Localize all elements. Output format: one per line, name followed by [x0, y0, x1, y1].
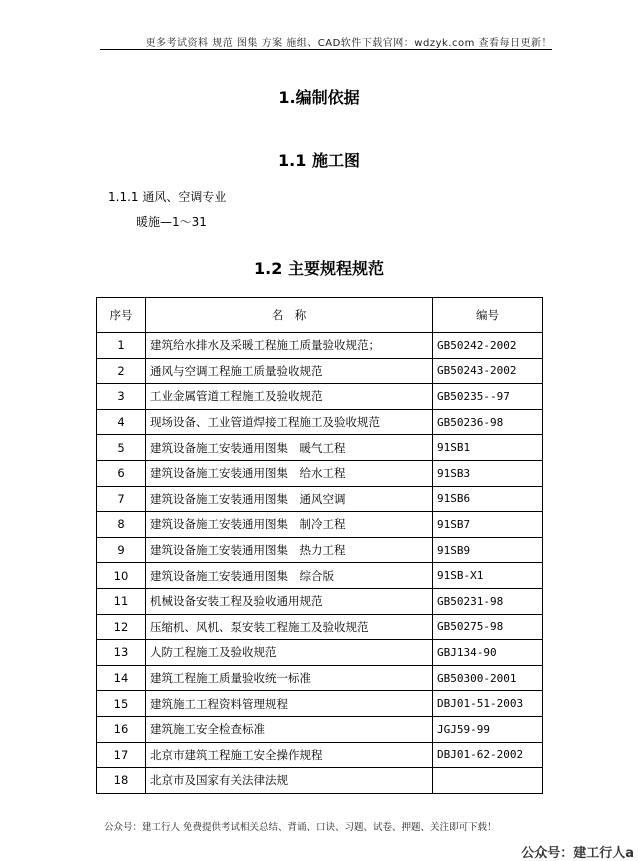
cell-code: DBJ01-62-2002 [433, 742, 543, 768]
table-row [97, 333, 543, 359]
table-row [97, 640, 543, 666]
cell-name: 建筑给水排水及采暖工程施工质量验收规范； [146, 333, 433, 359]
page-header-text: 更多考试资料 规范 图集 方案 施组、CAD软件下载官网：wdzyk.com 查看每日更新！ [145, 38, 552, 49]
cell-no: 13 [97, 640, 146, 666]
cell-no: 14 [97, 665, 146, 691]
cell-name: 建筑施工安全检查标准 [146, 716, 433, 742]
cell-no: 3 [97, 384, 146, 410]
cell-code: JGJ59-99 [433, 716, 543, 742]
header-code: 编号 [433, 298, 543, 333]
section-title-1-2: 1.2 主要规程规范 [254, 259, 384, 278]
cell-name: 北京市及国家有关法律法规 [146, 768, 433, 794]
cell-name: 通风与空调工程施工质量验收规范 [146, 358, 433, 384]
table-header-row [97, 298, 543, 333]
cell-no: 11 [97, 588, 146, 614]
header-no: 序号 [97, 298, 146, 333]
cell-no: 7 [97, 486, 146, 512]
cell-code: GB50231-98 [433, 588, 543, 614]
cell-name: 建筑设备施工安装通用图集 给水工程 [146, 460, 433, 486]
section-title-1-1: 1.1 施工图 [278, 151, 360, 170]
watermark-text: 公众号：建工行人a [521, 846, 634, 861]
table-row [97, 358, 543, 384]
cell-no: 16 [97, 716, 146, 742]
cell-code: 91SB6 [433, 486, 543, 512]
cell-no: 1 [97, 333, 146, 359]
section-title-1-1-1: 1.1.1 通风、空调专业 [108, 190, 227, 204]
table-row [97, 537, 543, 563]
cell-no: 12 [97, 614, 146, 640]
cell-no: 4 [97, 409, 146, 435]
table-row [97, 742, 543, 768]
table-row [97, 486, 543, 512]
cell-no: 9 [97, 537, 146, 563]
cell-name: 现场设备、工业管道焊接工程施工及验收规范 [146, 409, 433, 435]
header-rule [100, 49, 552, 50]
cell-no: 15 [97, 691, 146, 717]
table-row [97, 435, 543, 461]
cell-no: 17 [97, 742, 146, 768]
cell-code: GB50235--97 [433, 384, 543, 410]
cell-code: GB50275-98 [433, 614, 543, 640]
cell-no: 2 [97, 358, 146, 384]
table-row [97, 588, 543, 614]
table-row [97, 614, 543, 640]
cell-name: 北京市建筑工程施工安全操作规程 [146, 742, 433, 768]
table-row [97, 716, 543, 742]
specifications-table [96, 297, 543, 794]
table-row [97, 512, 543, 538]
cell-code: 91SB1 [433, 435, 543, 461]
cell-code: GB50243-2002 [433, 358, 543, 384]
page-footer-text: 公众号：建工行人 免费提供考试相关总结、背诵、口诀、习题、试卷、押题、关注即可下载！ [104, 822, 497, 833]
cell-code: 91SB3 [433, 460, 543, 486]
cell-code: GB50242-2002 [433, 333, 543, 359]
header-name: 名 称 [146, 298, 433, 333]
cell-no: 6 [97, 460, 146, 486]
cell-no: 8 [97, 512, 146, 538]
drawing-reference: 暖施—1～31 [136, 215, 207, 229]
cell-no: 5 [97, 435, 146, 461]
table-row [97, 665, 543, 691]
cell-name: 机械设备安装工程及验收通用规范 [146, 588, 433, 614]
table-row [97, 384, 543, 410]
table-row [97, 409, 543, 435]
cell-code: GB50300-2001 [433, 665, 543, 691]
cell-code: DBJ01-51-2003 [433, 691, 543, 717]
cell-name: 压缩机、风机、泵安装工程施工及验收规范 [146, 614, 433, 640]
table-row [97, 563, 543, 589]
cell-name: 建筑设备施工安装通用图集 暖气工程 [146, 435, 433, 461]
cell-no: 18 [97, 768, 146, 794]
table-row [97, 768, 543, 794]
cell-code [433, 768, 543, 794]
cell-name: 工业金属管道工程施工及验收规范 [146, 384, 433, 410]
cell-code: 91SB9 [433, 537, 543, 563]
cell-code: GB50236-98 [433, 409, 543, 435]
table-row [97, 460, 543, 486]
cell-no: 10 [97, 563, 146, 589]
cell-name: 建筑施工工程资料管理规程 [146, 691, 433, 717]
cell-code: GBJ134-90 [433, 640, 543, 666]
section-title-1: 1.编制依据 [278, 88, 360, 107]
cell-name: 人防工程施工及验收规范 [146, 640, 433, 666]
cell-name: 建筑工程施工质量验收统一标准 [146, 665, 433, 691]
cell-name: 建筑设备施工安装通用图集 综合版 [146, 563, 433, 589]
cell-code: 91SB7 [433, 512, 543, 538]
cell-name: 建筑设备施工安装通用图集 热力工程 [146, 537, 433, 563]
cell-code: 91SB-X1 [433, 563, 543, 589]
table-row [97, 691, 543, 717]
table-body [97, 333, 543, 794]
cell-name: 建筑设备施工安装通用图集 通风空调 [146, 486, 433, 512]
cell-name: 建筑设备施工安装通用图集 制冷工程 [146, 512, 433, 538]
